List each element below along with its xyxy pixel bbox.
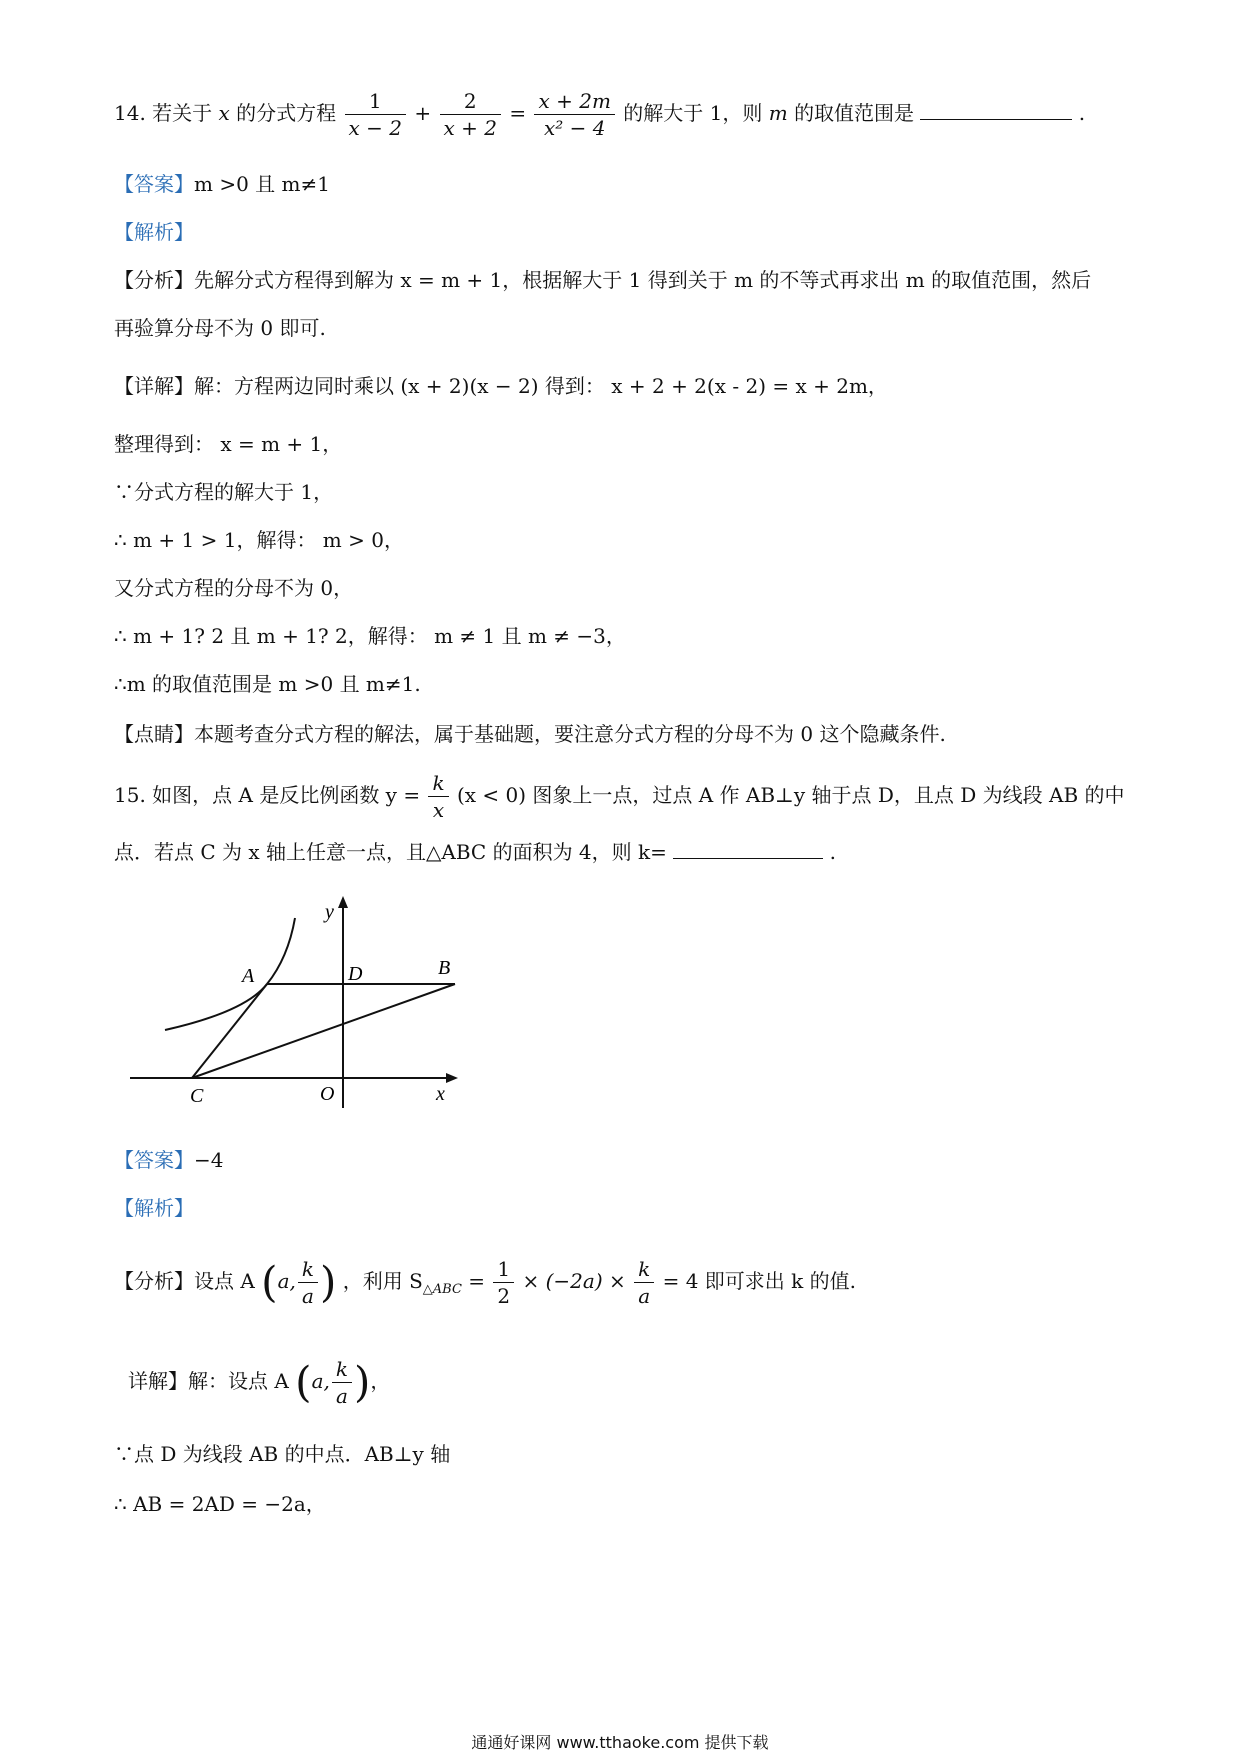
label-c: C	[190, 1085, 204, 1107]
q15-frac	[428, 770, 448, 823]
y-axis-arrow	[338, 896, 348, 908]
paren-right: )	[319, 1257, 337, 1307]
q14-mid: 的分式方程	[236, 101, 337, 125]
answer-tag: 【答案】	[114, 172, 194, 196]
frac3-den: x² − 4	[534, 114, 614, 141]
frac1-num: 1	[368, 89, 382, 113]
fenxi-frac-half	[493, 1256, 514, 1309]
xiangjie-end: ，	[370, 1369, 391, 1393]
q14-end: .	[1078, 101, 1086, 125]
q14-frac3	[534, 88, 614, 141]
jiexi-tag: 【解析】	[114, 220, 194, 244]
label-b: B	[438, 957, 451, 979]
fenxi-point-x: a,	[277, 1269, 296, 1293]
label-y: y	[325, 901, 334, 923]
q15-answer-blank	[673, 840, 823, 859]
q14-step-6: ∴m 的取值范围是 m >0 且 m≠1.	[114, 672, 421, 696]
frac-a: a	[298, 1282, 318, 1309]
xiangjie-inner: a,	[311, 1369, 330, 1393]
q14-fenxi-line1: 【分析】先解分式方程得到解为 x = m + 1，根据解大于 1 得到关于 m 的不等式再求出 m 的取值范围，然后	[114, 268, 1092, 292]
page-footer: 通通好课网 www.tthaoke.com 提供下载	[471, 1733, 769, 1752]
q14-eq: =	[509, 101, 527, 125]
q14-xiangjie: 【详解】解：方程两边同时乘以 (x + 2)(x − 2) 得到： x + 2 + 2(x - 2) = x + 2m，	[114, 374, 888, 398]
frac-k: k	[301, 1257, 314, 1281]
q14-answer	[114, 170, 330, 198]
q14-dianjing: 【点睛】本题考查分式方程的解法，属于基础题，要注意分式方程的分母不为 0 这个隐藏条件.	[114, 722, 946, 746]
q14-var-x: x	[218, 101, 230, 125]
q15-xiangjie	[128, 1356, 390, 1409]
frac-k-2: k	[638, 1257, 651, 1281]
q14-answer-blank	[920, 101, 1072, 120]
fenxi-e: = 4 即可求出 k 的值.	[662, 1269, 856, 1293]
frac3-num: x + 2m	[538, 89, 611, 113]
label-x: x	[436, 1083, 445, 1105]
q15-frac-den: x	[428, 796, 448, 823]
paren-left-2: (	[295, 1357, 312, 1407]
q15-figure	[120, 888, 470, 1118]
q14-step-5: ∴ m + 1? 2 且 m + 1? 2，解得： m ≠ 1 且 m ≠ −3，	[114, 624, 626, 648]
half-den: 2	[493, 1282, 514, 1309]
fenxi-frac-k-a-2	[634, 1256, 654, 1309]
frac1-den: x − 2	[345, 114, 406, 141]
frac2-den: x + 2	[440, 114, 501, 141]
segment-cb	[192, 984, 455, 1078]
q15-frac-num: k	[432, 771, 445, 795]
label-o: O	[320, 1083, 335, 1105]
xiangjie-a: 详解】解：设点 A	[128, 1369, 289, 1393]
answer-text: m >0 且 m≠1	[194, 172, 330, 196]
answer-tag: 【答案】	[114, 1148, 194, 1172]
q15-question-line2	[114, 838, 836, 866]
paren-left: (	[261, 1257, 278, 1307]
q14-var-m: m	[768, 101, 788, 125]
q15-jiexi	[114, 1194, 194, 1222]
q14-step-4: 又分式方程的分母不为 0，	[114, 576, 354, 600]
q14-frac1	[345, 88, 406, 141]
q15-fenxi	[114, 1256, 856, 1309]
label-d: D	[348, 963, 363, 985]
fenxi-a: 【分析】设点 A	[114, 1269, 255, 1293]
fenxi-b: ，利用 S	[342, 1269, 423, 1293]
q14-step-1: 整理得到： x = m + 1，	[114, 432, 343, 456]
fenxi-frac-k-a	[298, 1256, 318, 1309]
hyperbola-curve	[165, 918, 295, 1030]
q14-step-2: ∵分式方程的解大于 1，	[114, 480, 334, 504]
q15-step-1: ∵点 D 为线段 AB 的中点．AB⊥y 轴	[114, 1442, 451, 1466]
fenxi-d: × (−2a) ×	[522, 1269, 626, 1293]
q15-question-line1	[114, 770, 1125, 823]
q15-prefix: 15. 如图，点 A 是反比例函数 y =	[114, 783, 421, 807]
q14-jiexi	[114, 218, 194, 246]
answer-text: −4	[194, 1148, 224, 1172]
q14-plus: +	[414, 101, 432, 125]
fenxi-sub: △ABC	[422, 1282, 462, 1297]
xiangjie-frac-den: a	[332, 1382, 352, 1409]
q15-step-2: ∴ AB = 2AD = −2a，	[114, 1492, 326, 1516]
jiexi-tag: 【解析】	[114, 1196, 194, 1220]
fenxi-c: =	[468, 1269, 486, 1293]
xiangjie-frac	[332, 1356, 352, 1409]
q15-suffix: (x < 0) 图象上一点，过点 A 作 AB⊥y 轴于点 D，且点 D 为线段 AB 的中	[456, 783, 1125, 807]
q15-line2-end: .	[829, 840, 836, 864]
q14-suffix1: 的解大于 1，则	[623, 101, 763, 125]
half-num: 1	[497, 1257, 511, 1281]
label-a: A	[242, 965, 255, 987]
xiangjie-frac-num: k	[335, 1357, 348, 1381]
frac2-num: 2	[463, 89, 477, 113]
q15-answer	[114, 1146, 223, 1174]
q14-suffix2: 的取值范围是	[794, 101, 915, 125]
q15-line2-text: 点．若点 C 为 x 轴上任意一点，且△ABC 的面积为 4，则 k=	[114, 840, 667, 864]
q14-step-3: ∴ m + 1 > 1，解得： m > 0，	[114, 528, 404, 552]
paren-right-2: )	[353, 1357, 371, 1407]
q14-prefix: 14. 若关于	[114, 101, 213, 125]
q14-frac2	[440, 88, 501, 141]
q14-fenxi-line2: 再验算分母不为 0 即可.	[114, 316, 326, 340]
frac-a-2: a	[634, 1282, 654, 1309]
q14-question	[114, 88, 1085, 141]
x-axis-arrow	[446, 1073, 458, 1083]
